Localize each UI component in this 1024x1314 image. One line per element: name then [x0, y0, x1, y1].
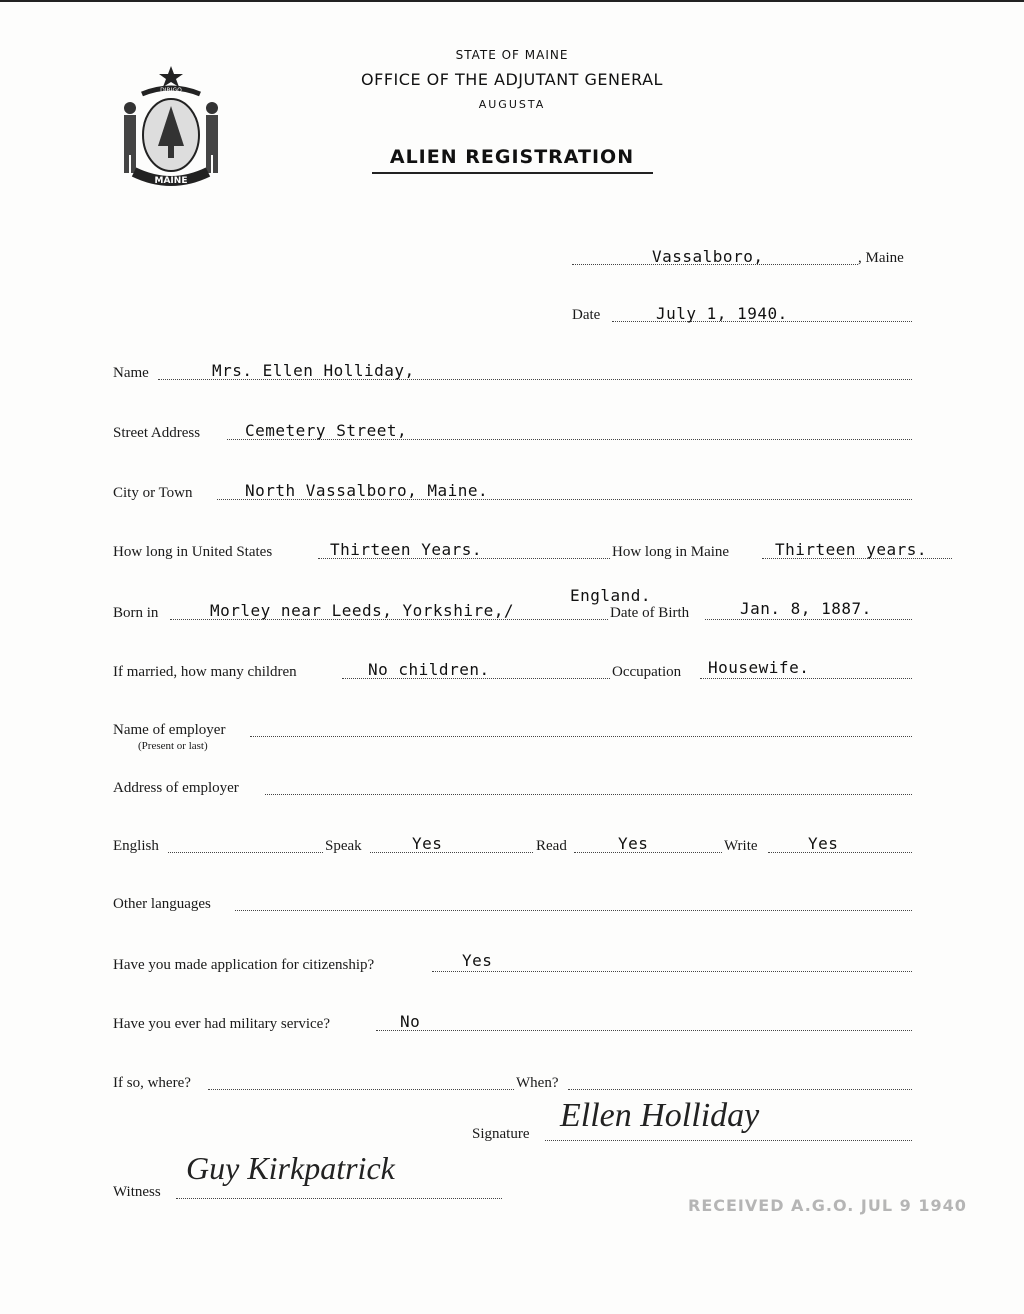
children-value: No children. [368, 660, 490, 679]
how-long-us-label: How long in United States [113, 544, 273, 560]
dob-label: Date of Birth [610, 605, 690, 621]
employer-label: Name of employer [113, 722, 226, 738]
dob-value: Jan. 8, 1887. [740, 599, 872, 618]
employer-address-label: Address of employer [113, 780, 239, 796]
other-languages-line [235, 910, 912, 911]
name-label: Name [113, 365, 149, 381]
born-in-value: Morley near Leeds, Yorkshire,/ [210, 601, 514, 620]
how-long-maine-label: How long in Maine [612, 544, 730, 560]
read-value: Yes [618, 834, 649, 853]
children-label: If married, how many children [113, 664, 297, 680]
born-in-value-2: England. [570, 586, 652, 605]
other-languages-label: Other languages [113, 896, 211, 912]
occupation-label: Occupation [612, 664, 682, 680]
where-label: If so, where? [113, 1075, 191, 1091]
how-long-maine-value: Thirteen years. [775, 540, 927, 559]
place-state-label: , Maine [858, 250, 904, 266]
where-line [208, 1089, 514, 1090]
street-value: Cemetery Street, [245, 421, 408, 440]
header-state: STATE OF MAINE [455, 48, 569, 62]
header-office: OFFICE OF THE ADJUTANT GENERAL [361, 70, 663, 89]
place-town: Vassalboro, [652, 247, 764, 266]
signature-line [545, 1140, 912, 1141]
english-line [168, 852, 323, 853]
employer-address-line [265, 794, 912, 795]
date-value: July 1, 1940. [656, 304, 788, 323]
speak-line [370, 852, 533, 853]
dob-line [705, 619, 912, 620]
write-value: Yes [808, 834, 839, 853]
header-city: AUGUSTA [478, 98, 546, 111]
city-value: North Vassalboro, Maine. [245, 481, 489, 500]
military-line [376, 1030, 912, 1031]
street-label: Street Address [113, 425, 201, 441]
name-value: Mrs. Ellen Holliday, [212, 361, 415, 380]
employer-line [250, 736, 912, 737]
how-long-us-value: Thirteen Years. [330, 540, 482, 559]
seal-motto: DIRIGO [160, 87, 182, 94]
military-value: No [400, 1012, 421, 1031]
witness-label: Witness [113, 1184, 161, 1200]
seal-text: MAINE [154, 176, 188, 186]
english-label: English [113, 838, 159, 854]
occupation-value: Housewife. [708, 658, 810, 677]
military-label: Have you ever had military service? [113, 1016, 330, 1032]
witness-line [176, 1198, 502, 1199]
date-label: Date [572, 307, 601, 323]
witness-signature: Guy Kirkpatrick [186, 1150, 395, 1186]
occupation-line [700, 678, 912, 679]
received-stamp: RECEIVED A.G.O. JUL 9 1940 [688, 1196, 967, 1215]
read-label: Read [536, 838, 567, 854]
form-title: ALIEN REGISTRATION [389, 146, 635, 168]
speak-label: Speak [325, 838, 362, 854]
born-in-label: Born in [113, 605, 159, 621]
citizenship-value: Yes [462, 951, 493, 970]
title-underline [372, 172, 653, 174]
city-label: City or Town [113, 485, 193, 501]
speak-value: Yes [412, 834, 443, 853]
citizenship-line [432, 971, 912, 972]
write-label: Write [724, 838, 758, 854]
citizenship-label: Have you made application for citizenship? [113, 957, 375, 973]
signature-label: Signature [472, 1126, 530, 1142]
employer-sublabel: (Present or last) [138, 740, 208, 752]
when-label: When? [516, 1075, 559, 1091]
when-line [568, 1089, 912, 1090]
signature-value: Ellen Holliday [560, 1097, 760, 1134]
write-line [768, 852, 912, 853]
